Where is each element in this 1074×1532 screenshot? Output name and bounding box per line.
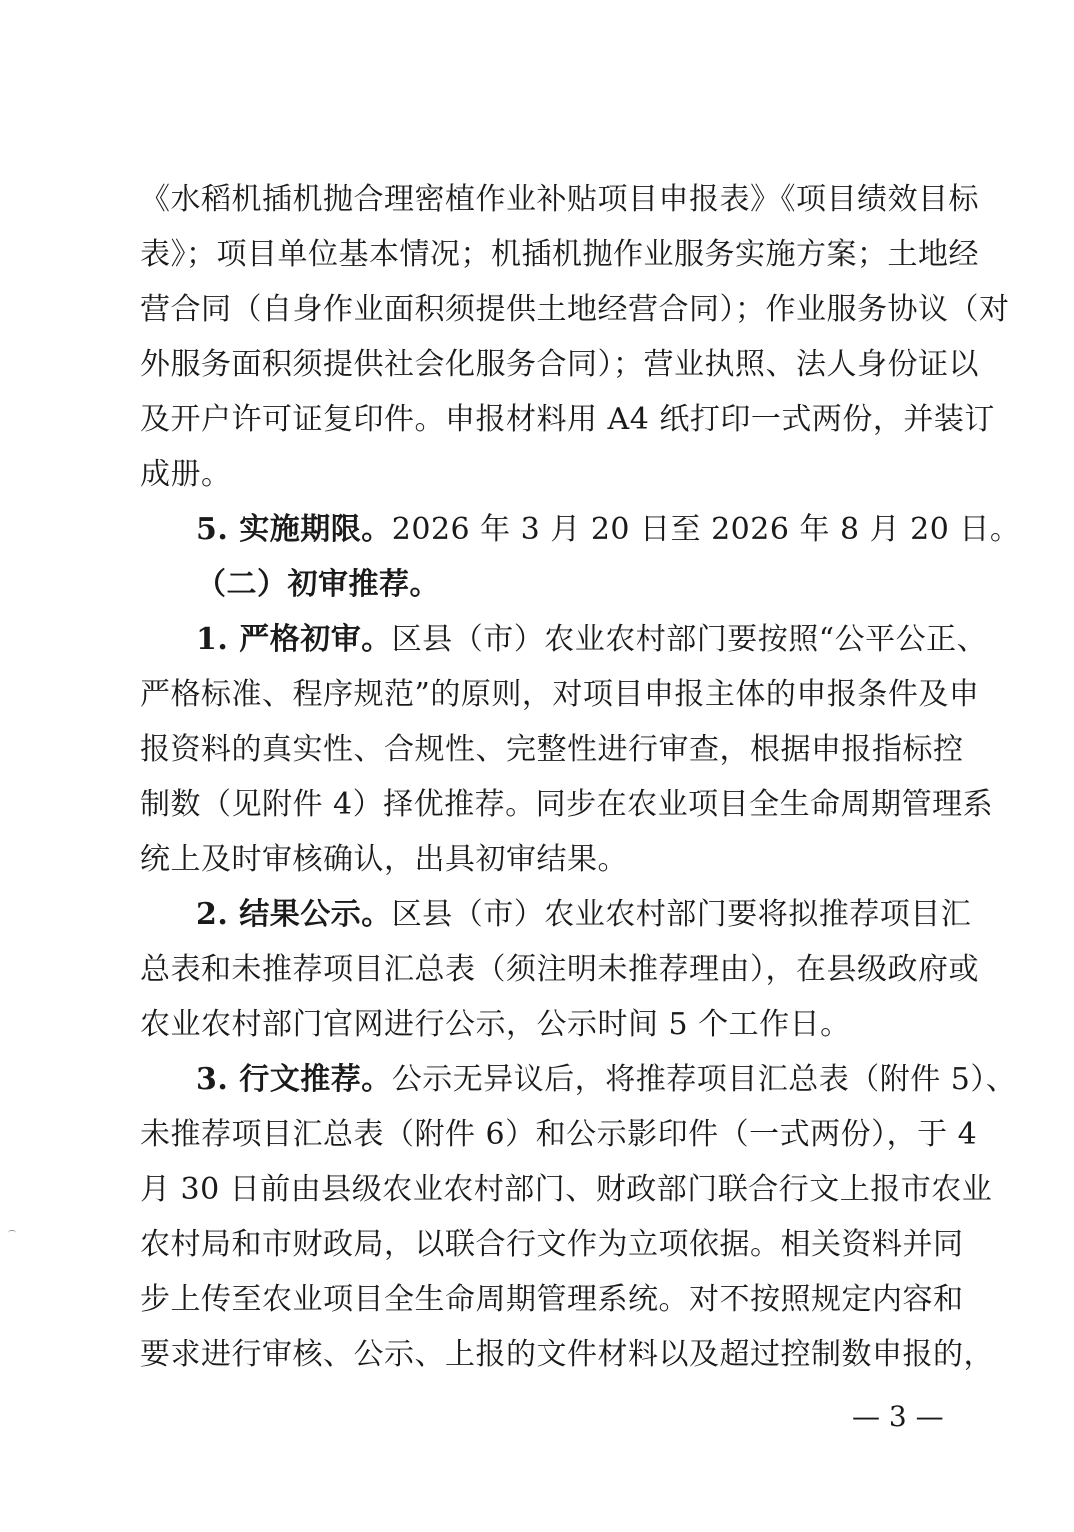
heading-label: 3. 行文推荐。 <box>196 1062 392 1097</box>
line-text: 外服务面积须提供社会化服务合同）；营业执照、法人身份证以 <box>140 347 979 382</box>
page-number: — 3 — <box>852 1400 944 1433</box>
line-text: 及开户许可证复印件。申报材料用 A4 纸打印一式两份，并装订 <box>140 402 995 437</box>
line-text: 未推荐项目汇总表（附件 6）和公示影印件（一式两份），于 4 <box>140 1117 978 1152</box>
line-text: 要求进行审核、公示、上报的文件材料以及超过控制数申报的， <box>140 1337 994 1372</box>
line-text: 农业农村部门官网进行公示，公示时间 5 个工作日。 <box>140 1007 851 1042</box>
heading-label: 1. 严格初审。 <box>196 622 392 657</box>
line-text: 步上传至农业项目全生命周期管理系统。对不按照规定内容和 <box>140 1282 964 1317</box>
body-line <box>140 1172 993 1208</box>
heading-label: （二）初审推荐。 <box>196 567 440 602</box>
section-heading-result-publicity <box>196 897 972 933</box>
body-line <box>140 952 979 988</box>
line-text: 农村局和市财政局，以联合行文作为立项依据。相关资料并同 <box>140 1227 964 1262</box>
line-text: 成册。 <box>140 457 232 492</box>
body-line <box>140 1337 994 1373</box>
line-text: 月 30 日前由县级农业农村部门、财政部门联合行文上报市农业 <box>140 1172 993 1207</box>
line-text: 营合同（自身作业面积须提供土地经营合同）；作业服务协议（对 <box>140 292 1010 327</box>
line-text: 严格标准、程序规范”的原则，对项目申报主体的申报条件及申 <box>140 677 980 712</box>
body-line <box>140 1007 930 1043</box>
line-text: 区县（市）农业农村部门要将拟推荐项目汇 <box>391 897 972 932</box>
body-line <box>140 842 930 878</box>
section-heading-official-recommendation <box>196 1062 1017 1098</box>
body-line <box>140 1227 964 1263</box>
line-text: 总表和未推荐项目汇总表（须注明未推荐理由），在县级政府或 <box>140 952 979 987</box>
body-line <box>140 237 979 273</box>
section-heading-strict-review <box>196 622 988 658</box>
line-text: 报资料的真实性、合规性、完整性进行审查，根据申报指标控 <box>140 732 964 767</box>
body-line <box>140 347 979 383</box>
line-text: 《水稻机插机抛合理密植作业补贴项目申报表》《项目绩效目标 <box>140 182 979 217</box>
body-line <box>140 732 964 768</box>
line-text: 表》；项目单位基本情况；机插机抛作业服务实施方案；土地经 <box>140 237 979 272</box>
body-line <box>140 292 1010 328</box>
body-line <box>140 457 930 493</box>
body-line <box>140 677 980 713</box>
body-line <box>140 182 979 218</box>
line-text: 统上及时审核确认，出具初审结果。 <box>140 842 628 877</box>
section-heading-implementation-period <box>196 512 1021 548</box>
line-text: 2026 年 3 月 20 日至 2026 年 8 月 20 日。 <box>391 512 1021 547</box>
line-text: 公示无异议后，将推荐项目汇总表（附件 5）、 <box>391 1062 1017 1097</box>
line-text: 制数（见附件 4）择优推荐。同步在农业项目全生命周期管理系 <box>140 787 994 822</box>
line-text: 区县（市）农业农村部门要按照“公平公正、 <box>391 622 988 657</box>
heading-label: 5. 实施期限。 <box>196 512 392 547</box>
heading-label: 2. 结果公示。 <box>196 897 392 932</box>
body-line <box>140 787 994 823</box>
body-line <box>140 1117 978 1153</box>
body-line <box>140 1282 964 1318</box>
body-line <box>140 402 995 438</box>
scan-speck <box>8 1230 16 1236</box>
section-heading-preliminary-review <box>196 567 930 603</box>
